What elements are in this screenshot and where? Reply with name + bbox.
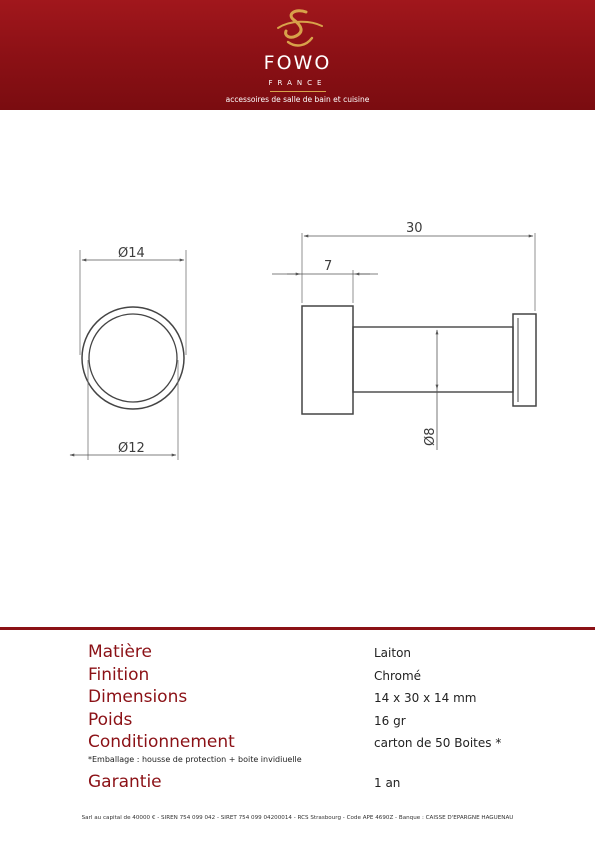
- stylized-s-logo-icon: [270, 6, 326, 54]
- company-footer: Sarl au capital de 40000 € - SIREN 754 099 042 - SIRET 754 099 04200014 - RCS Strasbourg - Code APE 4690Z - Banque : CAISSE D'EPARGNE HAGUENAU: [81, 815, 514, 821]
- spec-value: 14 x 30 x 14 mm: [374, 691, 477, 705]
- spec-label: Matière: [88, 642, 153, 662]
- spec-label: Conditionnement: [88, 732, 235, 752]
- side-shaft-label: Ø8: [423, 427, 438, 446]
- spec-value: Laiton: [374, 646, 412, 660]
- spec-row-material: [88, 641, 558, 664]
- brand-name: FOWO: [263, 52, 332, 74]
- spec-row-packaging: [88, 731, 558, 754]
- side-view: [272, 221, 536, 450]
- spec-label: Finition: [88, 664, 150, 685]
- spec-label: Garantie: [88, 771, 162, 792]
- front-inner-circle: [89, 314, 177, 402]
- front-top-label: Ø14: [118, 246, 145, 261]
- side-base-plate: [302, 306, 353, 414]
- front-outer-circle: [82, 307, 184, 409]
- spec-row-weight: [88, 709, 558, 732]
- side-shaft: [353, 327, 513, 392]
- packaging-note: *Emballage : housse de protection + boite invidiuelle: [88, 755, 302, 764]
- spec-row-dimensions: [88, 686, 558, 709]
- spec-value: 1 an: [374, 775, 401, 790]
- spec-label: Poids: [88, 709, 133, 730]
- spec-label: Dimensions: [88, 687, 188, 707]
- spec-table: [88, 641, 558, 793]
- side-base-label: 7: [324, 259, 333, 274]
- spec-value: Chromé: [374, 668, 422, 683]
- side-end-cap: [513, 314, 536, 406]
- spec-row-warranty: [88, 771, 558, 794]
- spec-row-finish: [88, 664, 558, 687]
- spec-value: 16 gr: [374, 713, 406, 728]
- tagline-divider: [270, 91, 326, 92]
- front-bottom-label: Ø12: [118, 441, 145, 456]
- spec-value: carton de 50 Boites *: [374, 736, 502, 750]
- section-divider: [0, 627, 595, 630]
- header-banner: [0, 0, 595, 110]
- brand-tagline: accessoires de salle de bain et cuisine: [225, 95, 370, 104]
- technical-drawing: [0, 200, 595, 480]
- brand-country: FRANCE: [268, 79, 327, 87]
- side-overall-label: 30: [406, 221, 423, 236]
- front-view: [70, 246, 186, 460]
